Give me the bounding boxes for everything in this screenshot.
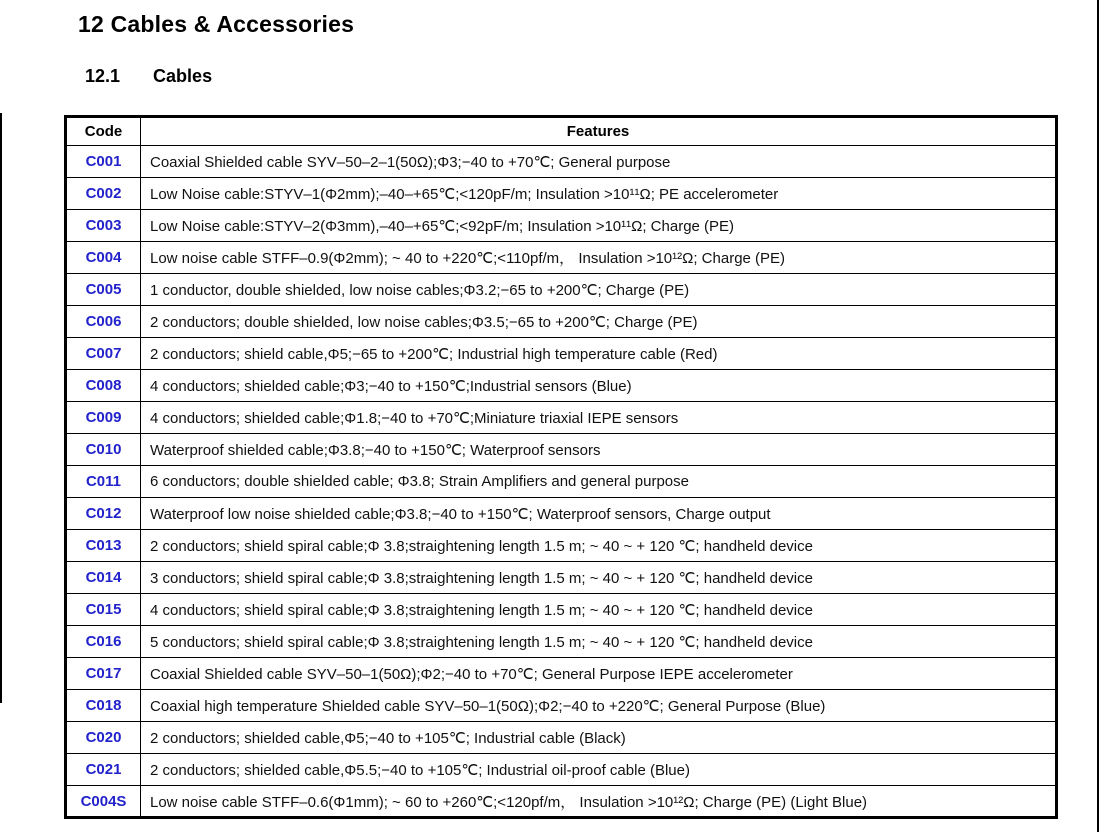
cable-features: Coaxial high temperature Shielded cable SYV–50–1(50Ω);Φ2;−40 to +220℃; General Purpose (Blue) [141,690,1057,722]
table-row [66,434,1057,466]
cable-features: 2 conductors; shield spiral cable;Φ 3.8;straightening length 1.5 m; ~ 40 ~ + 120 ℃; handheld device [141,530,1057,562]
cable-features: Coaxial Shielded cable SYV–50–2–1(50Ω);Φ3;−40 to +70℃; General purpose [141,146,1057,178]
cable-code: C012 [66,498,141,530]
cable-code: C003 [66,210,141,242]
table-row [66,402,1057,434]
cable-features: 2 conductors; shielded cable,Φ5.5;−40 to +105℃; Industrial oil-proof cable (Blue) [141,754,1057,786]
cable-code: C002 [66,178,141,210]
cable-features: Waterproof low noise shielded cable;Φ3.8;−40 to +150℃; Waterproof sensors, Charge output [141,498,1057,530]
table-row [66,722,1057,754]
table-row [66,626,1057,658]
cable-features: 1 conductor, double shielded, low noise cables;Φ3.2;−65 to +200℃; Charge (PE) [141,274,1057,306]
table-row [66,306,1057,338]
cable-code: C017 [66,658,141,690]
cable-features: 2 conductors; double shielded, low noise cables;Φ3.5;−65 to +200℃; Charge (PE) [141,306,1057,338]
table-row [66,210,1057,242]
cable-code: C005 [66,274,141,306]
table-row [66,786,1057,818]
cable-code: C016 [66,626,141,658]
cable-features: 2 conductors; shielded cable,Φ5;−40 to +105℃; Industrial cable (Black) [141,722,1057,754]
table-row [66,658,1057,690]
cable-code: C018 [66,690,141,722]
table-row [66,594,1057,626]
cable-code: C001 [66,146,141,178]
cable-code: C011 [66,466,141,498]
cable-code: C007 [66,338,141,370]
cable-features: Coaxial Shielded cable SYV–50–1(50Ω);Φ2;−40 to +70℃; General Purpose IEPE accelerometer [141,658,1057,690]
cables-table [64,115,1058,819]
code-column-header: Code [66,117,141,146]
cable-features: 3 conductors; shield spiral cable;Φ 3.8;straightening length 1.5 m; ~ 40 ~ + 120 ℃; handheld device [141,562,1057,594]
cable-code: C006 [66,306,141,338]
cable-code: C004 [66,242,141,274]
cable-features: 4 conductors; shielded cable;Φ1.8;−40 to +70℃;Miniature triaxial IEPE sensors [141,402,1057,434]
cable-features: 4 conductors; shielded cable;Φ3;−40 to +150℃;Industrial sensors (Blue) [141,370,1057,402]
section-title: 12 Cables & Accessories [78,11,355,37]
table-row [66,146,1057,178]
table-header-row [66,117,1057,146]
table-row [66,466,1057,498]
cable-code: C010 [66,434,141,466]
cable-features: 4 conductors; shield spiral cable;Φ 3.8;straightening length 1.5 m; ~ 40 ~ + 120 ℃; handheld device [141,594,1057,626]
cable-code: C014 [66,562,141,594]
page-edge-right [1097,0,1099,832]
cable-features: 6 conductors; double shielded cable; Φ3.8; Strain Amplifiers and general purpose [141,466,1057,498]
cable-features: Low Noise cable:STYV–1(Φ2mm);–40–+65℃;<120pF/m; Insulation >10¹¹Ω; PE accelerometer [141,178,1057,210]
cable-code: C004S [66,786,141,818]
cable-features: 5 conductors; shield spiral cable;Φ 3.8;straightening length 1.5 m; ~ 40 ~ + 120 ℃; handheld device [141,626,1057,658]
cable-code: C008 [66,370,141,402]
cable-code: C015 [66,594,141,626]
table-row [66,338,1057,370]
cable-code: C009 [66,402,141,434]
table-row [66,274,1057,306]
table-row [66,562,1057,594]
subsection-title: Cables [153,66,213,86]
cable-features: Low noise cable STFF–0.6(Φ1mm); ~ 60 to +260℃;<120pf/m， Insulation >10¹²Ω; Charge (PE) (Light Blue) [141,786,1057,818]
cable-features: Waterproof shielded cable;Φ3.8;−40 to +150℃; Waterproof sensors [141,434,1057,466]
table-row [66,530,1057,562]
table-row [66,242,1057,274]
cable-features: Low Noise cable:STYV–2(Φ3mm),–40–+65℃;<92pF/m; Insulation >10¹¹Ω; Charge (PE) [141,210,1057,242]
cable-features: 2 conductors; shield cable,Φ5;−65 to +200℃; Industrial high temperature cable (Red) [141,338,1057,370]
table-row [66,178,1057,210]
cable-code: C013 [66,530,141,562]
table-row [66,690,1057,722]
table-row [66,498,1057,530]
features-column-header: Features [141,117,1057,146]
table-row [66,370,1057,402]
subsection-number: 12.1 [85,66,121,86]
cable-features: Low noise cable STFF–0.9(Φ2mm); ~ 40 to +220℃;<110pf/m， Insulation >10¹²Ω; Charge (PE) [141,242,1057,274]
cable-code: C020 [66,722,141,754]
subsection-heading [85,66,212,87]
page-edge-left [0,113,2,703]
cable-code: C021 [66,754,141,786]
table-row [66,754,1057,786]
